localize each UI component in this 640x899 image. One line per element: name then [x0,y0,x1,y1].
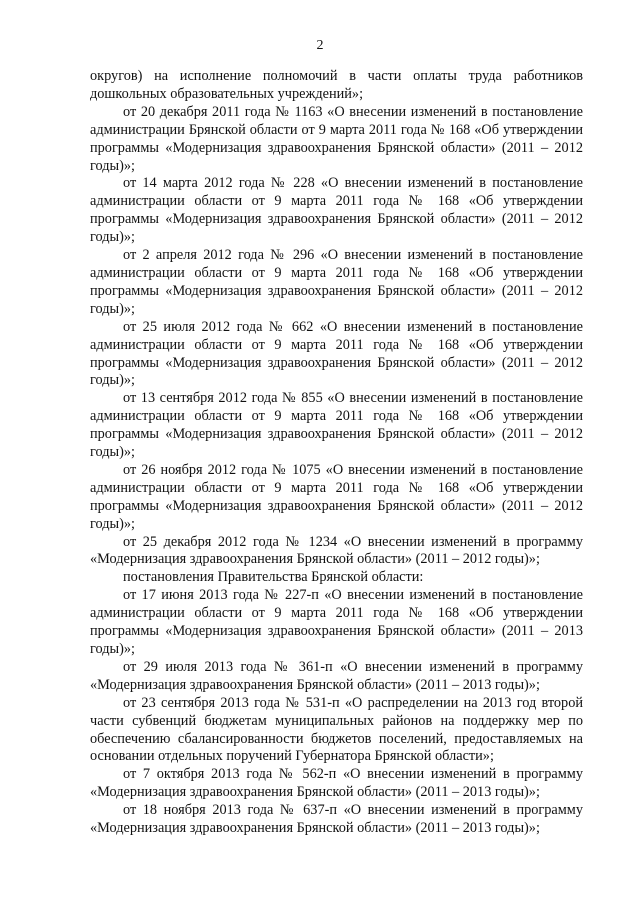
document-paragraph: от 7 октября 2013 года № 562-п «О внесении изменений в программу «Модернизация здравоохранения Брянской области» (2011 – 2013 годы)»; [90,766,583,801]
document-paragraph: от 25 декабря 2012 года № 1234 «О внесении изменений в программу «Модернизация здравоохранения Брянской области» (2011 – 2012 годы)»; [90,533,583,568]
document-paragraph: от 13 сентября 2012 года № 855 «О внесении изменений в постановление администрации области от 9 марта 2011 года № 168 «Об утверждении программы «Модернизация здравоохранения Брянской области» (2011 – 2012 годы)»; [90,390,583,461]
document-body [90,68,583,838]
document-paragraph: от 18 ноября 2013 года № 637-п «О внесении изменений в программу «Модернизация здравоохранения Брянской области» (2011 – 2013 годы)»; [90,802,583,837]
document-paragraph: постановления Правительства Брянской области: [123,569,424,586]
document-paragraph: от 25 июля 2012 года № 662 «О внесении изменений в постановление администрации области от 9 марта 2011 года № 168 «Об утверждении программы «Модернизация здравоохранения Брянской области» (2011 – 2012 годы)»; [90,318,583,389]
document-paragraph: от 26 ноября 2012 года № 1075 «О внесении изменений в постановление администрации области от 9 марта 2011 года № 168 «Об утверждении программы «Модернизация здравоохранения Брянской области» (2011 – 2012 годы)»; [90,461,583,532]
document-paragraph: округов) на исполнение полномочий в части оплаты труда работников дошкольных образовательных учреждений»; [90,68,583,102]
document-paragraph: от 17 июня 2013 года № 227-п «О внесении изменений в постановление администрации области от 9 марта 2011 года № 168 «Об утверждении программы «Модернизация здравоохранения Брянской области» (2011 – 2013 годы)»; [90,587,583,657]
page-number: 2 [316,38,324,53]
document-paragraph: от 2 апреля 2012 года № 296 «О внесении изменений в постановление администрации области от 9 марта 2011 года № 168 «Об утверждении программы «Модернизация здравоохранения Брянской области» (2011 – 2012 годы)»; [90,247,583,317]
document-paragraph: от 20 декабря 2011 года № 1163 «О внесении изменений в постановление администрации Брянской области от 9 марта 2011 года № 168 «Об утверждении программы «Модернизация здравоохранения Брянской области» (2011 – 2012 годы)»; [90,103,583,174]
document-paragraph: от 23 сентября 2013 года № 531-п «О распределении на 2013 год второй части субвенций бюджетам муниципальных районов на поддержку мер по обеспечению сбалансированности бюджетов поселений, предоставляемых на основании отдельных поручений Губернатора Брянской области»; [90,694,583,765]
document-paragraph: от 29 июля 2013 года № 361-п «О внесении изменений в программу «Модернизация здравоохранения Брянской области» (2011 – 2013 годы)»; [90,658,583,693]
document-paragraph: от 14 марта 2012 года № 228 «О внесении изменений в постановление администрации области от 9 марта 2011 года № 168 «Об утверждении программы «Модернизация здравоохранения Брянской области» (2011 – 2012 годы)»; [90,175,583,246]
